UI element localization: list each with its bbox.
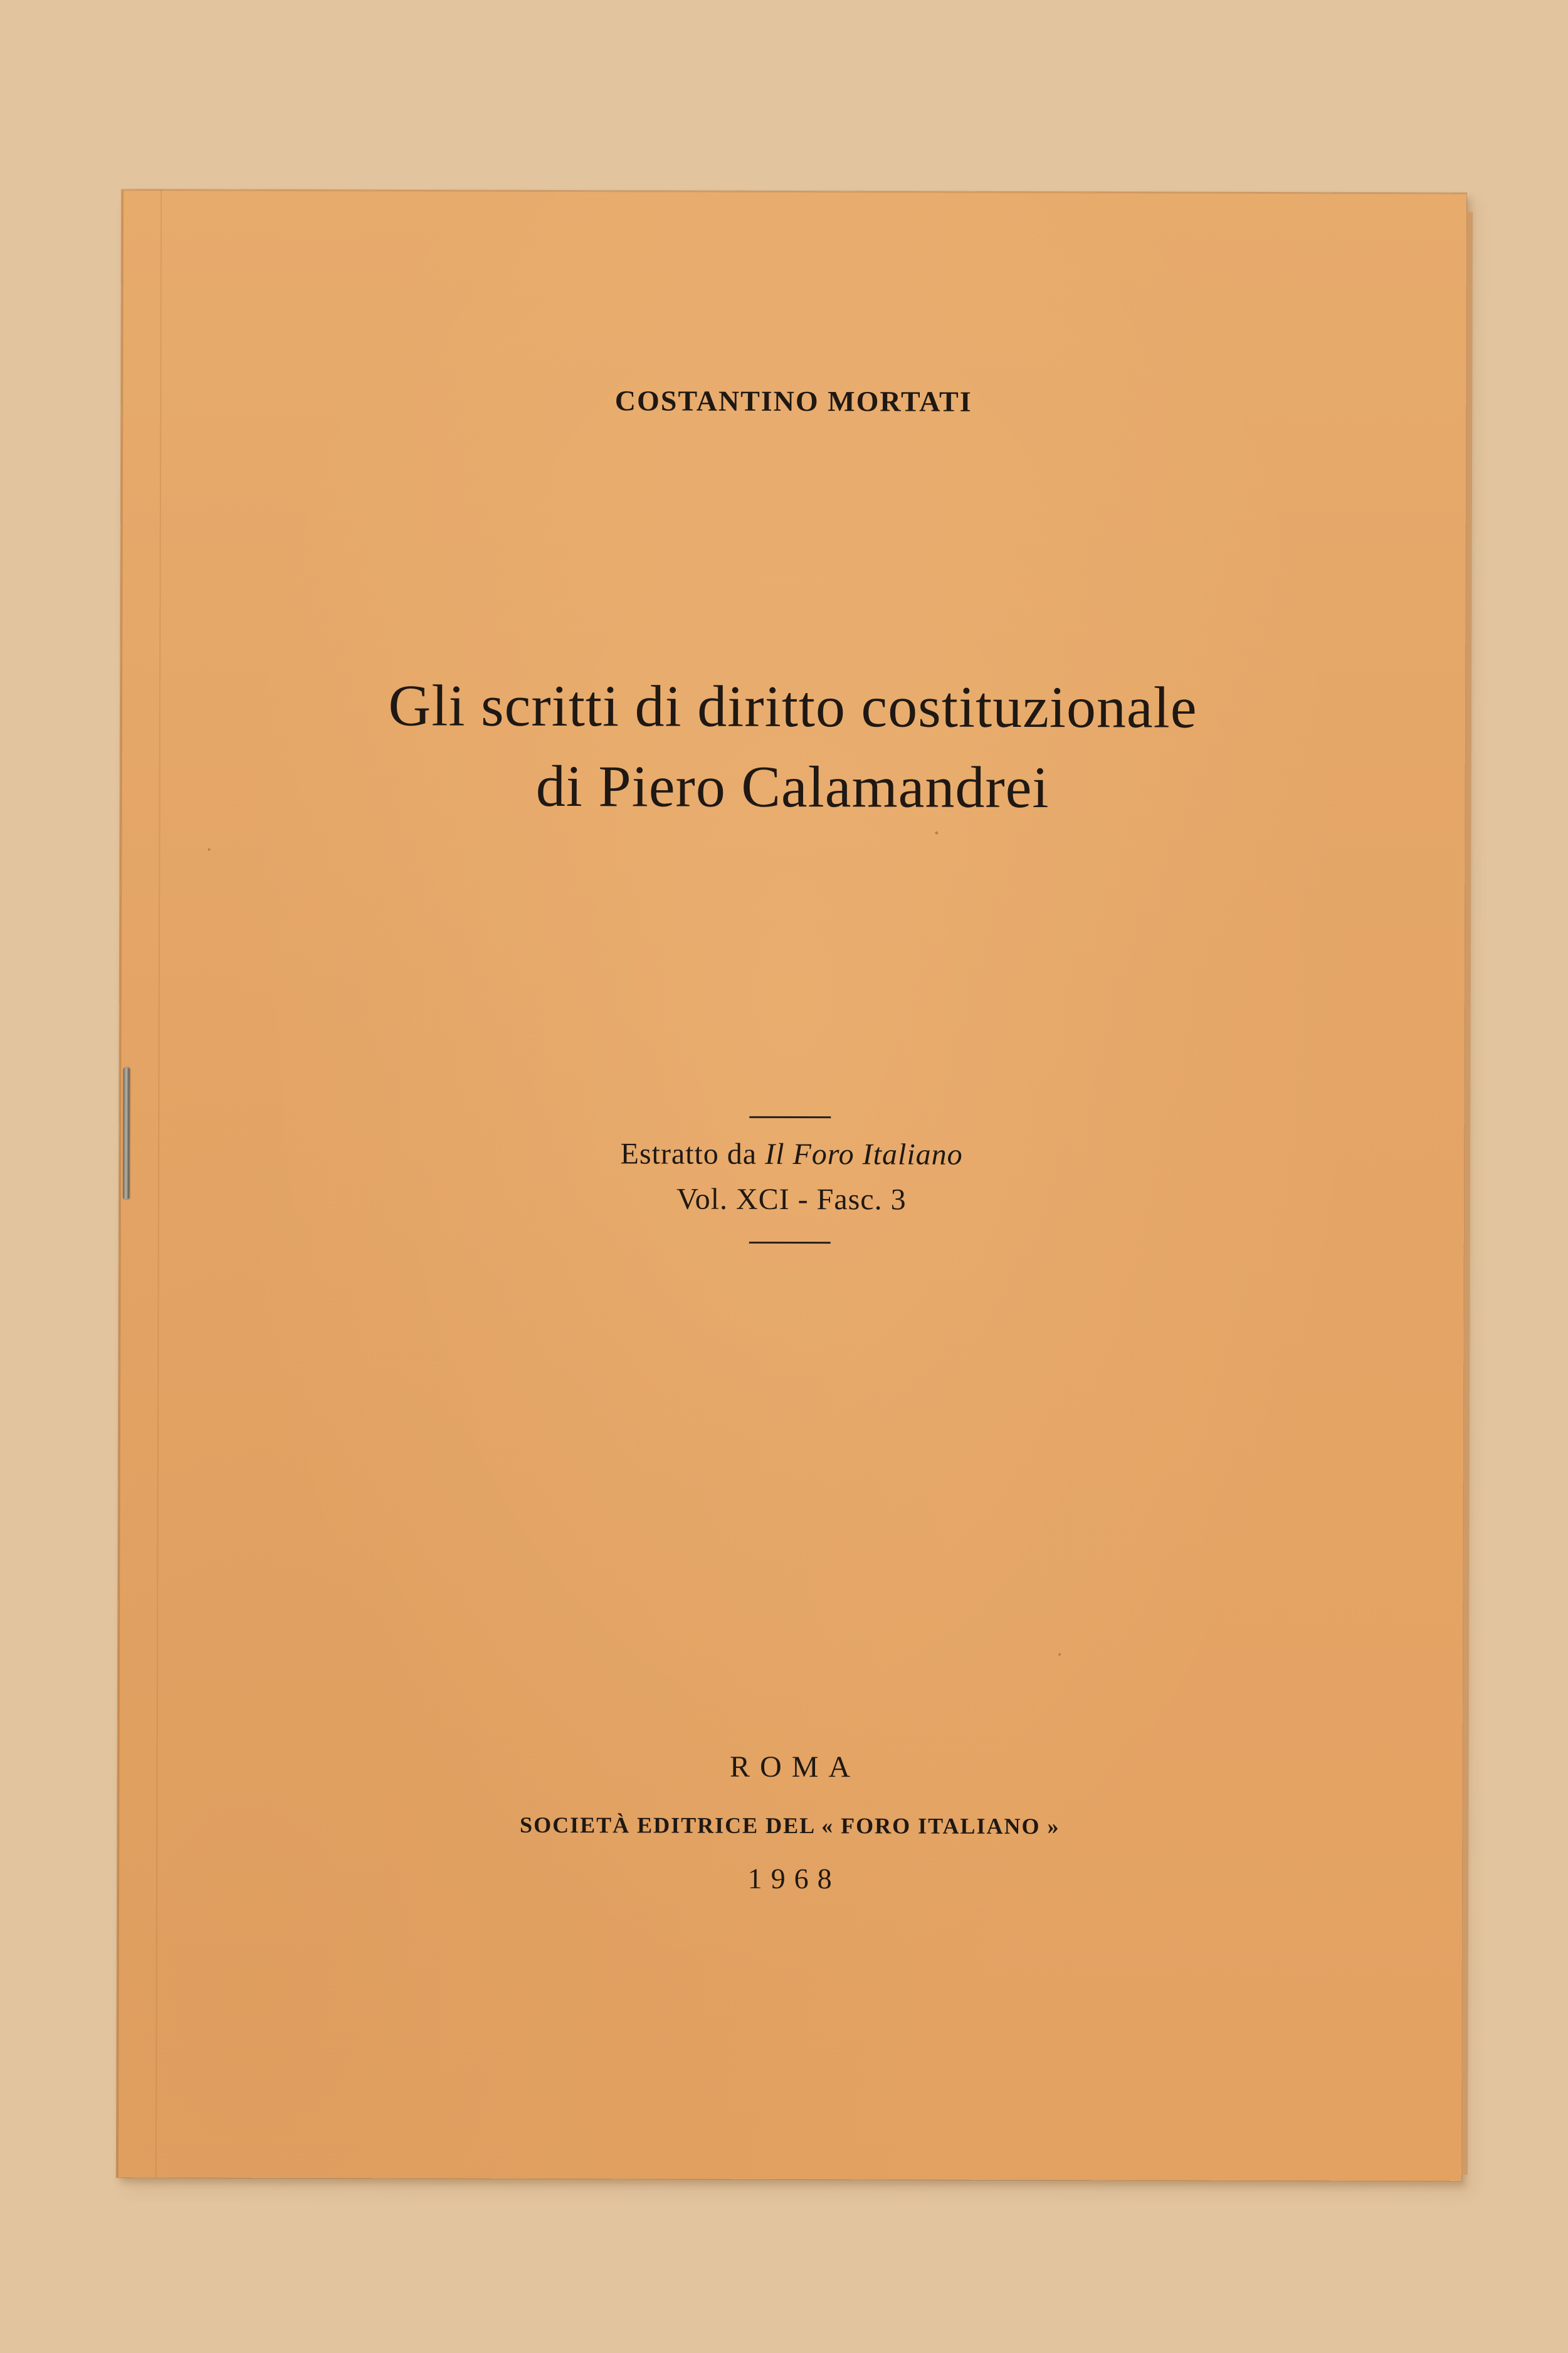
booklet-cover (117, 189, 1466, 2181)
journal-name: Il Foro Italiano (765, 1137, 963, 1171)
volume-line: Vol. XCI - Fasc. 3 (676, 1182, 907, 1217)
extract-prefix: Estratto da (620, 1137, 766, 1171)
publication-city: ROMA (729, 1750, 861, 1784)
divider-bottom (749, 1242, 831, 1244)
divider-top (749, 1116, 831, 1118)
book-title (120, 665, 1465, 829)
title-line-1: Gli scritti di diritto costituzionale (388, 673, 1197, 741)
title-line-2: di Piero Calamandrei (535, 753, 1050, 821)
extract-line (119, 1130, 1464, 1179)
paper-speck (1058, 1653, 1061, 1656)
publisher-name: SOCIETÀ EDITRICE DEL « FORO ITALIANO » (520, 1812, 1060, 1839)
extract-info (119, 1130, 1464, 1224)
publication-year: 1968 (747, 1862, 841, 1895)
paper-speck (208, 849, 210, 851)
author-name: COSTANTINO MORTATI (614, 384, 972, 418)
paper-speck (935, 832, 938, 835)
